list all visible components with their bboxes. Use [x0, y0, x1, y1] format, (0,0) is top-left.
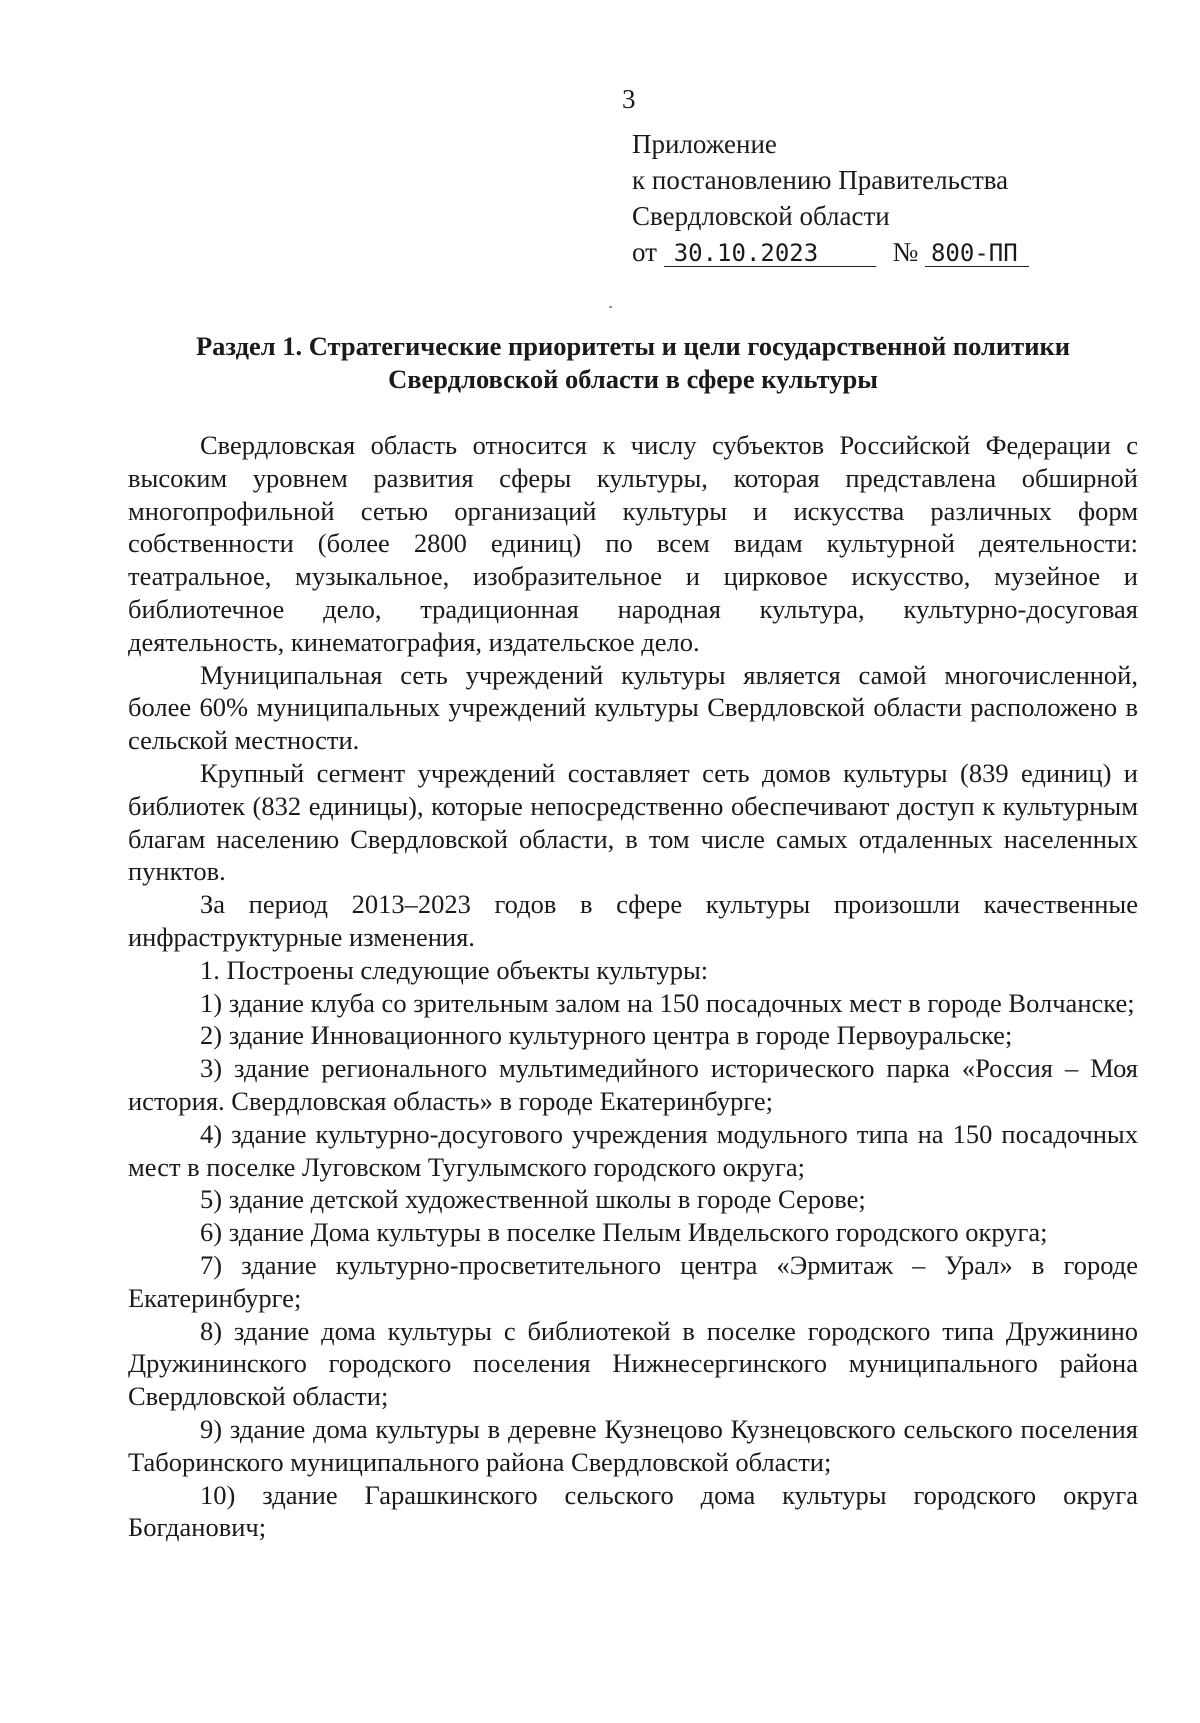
list-item: 3) здание регионального мультимедийного исторического парка «Россия – Моя история. Свердловская область» в городе Екатеринбурге;: [128, 1053, 1138, 1116]
appendix-title: Приложение: [632, 129, 777, 159]
appendix-block: [632, 126, 1029, 270]
appendix-region: Свердловской области: [632, 201, 890, 231]
list-item: 2) здание Инновационного культурного центра в городе Первоуральске;: [200, 1020, 1013, 1051]
date-prefix: от: [632, 237, 657, 267]
list-item: 4) здание культурно-досугового учреждения модульного типа на 150 посадочных мест в поселке Луговском Тугулымского городского округа;: [128, 1118, 1138, 1182]
appendix-date-row: [632, 234, 1029, 270]
body-text: [128, 429, 1138, 1544]
list-item: 9) здание дома культуры в деревне Кузнецово Кузнецовского сельского поселения Таборинского муниципального района Свердловской области;: [128, 1413, 1138, 1477]
paragraph: Свердловская область относится к числу субъектов Российской Федерации с высоким уровнем развития сферы культуры, которая представлена обширной многопрофильной сетью организаций культуры и искусства различных форм собственности (более 2800 единиц) по всем видам культурной деятельности: театральное, музыкальное, изобразительное и цирковое искусство, музейное и библиотечное дело, традиционная народная культура, культурно-досуговая деятельность, кинематография, издательское дело.: [128, 430, 1138, 657]
section-title-line-1: Раздел 1. Стратегические приоритеты и цели государственной политики: [196, 331, 1070, 361]
list-item: 1) здание клуба со зрительным залом на 150 посадочных мест в городе Волчанске;: [200, 987, 1135, 1018]
paragraph: За период 2013–2023 годов в сфере культуры произошли качественные инфраструктурные изменения.: [128, 889, 1138, 952]
paragraph: Крупный сегмент учреждений составляет сеть домов культуры (839 единиц) и библиотек (832 единицы), которые непосредственно обеспечивают доступ к культурным благам населению Свердловской области, в том числе самых отдаленных населенных пунктов.: [128, 757, 1138, 887]
list-heading: 1. Построены следующие объекты культуры:: [200, 954, 709, 985]
decree-number: 800-ПП: [925, 240, 1029, 267]
list-item: 8) здание дома культуры с библиотекой в поселке городского типа Дружинино Дружининского городского поселения Нижнесергинского муниципального района Свердловской области;: [128, 1315, 1138, 1412]
list-item: 10) здание Гарашкинского сельского дома культуры городского округа Богданович;: [128, 1479, 1138, 1543]
page-number: 3: [622, 84, 636, 114]
list-item: 6) здание Дома культуры в поселке Пелым Ивдельского городского округа;: [200, 1217, 1048, 1248]
number-prefix: №: [892, 237, 919, 267]
list-item: 7) здание культурно-просветительного центра «Эрмитаж – Урал» в городе Екатеринбурге;: [128, 1249, 1138, 1313]
list-item: 5) здание детской художественной школы в городе Серове;: [200, 1184, 866, 1215]
section-title-line-2: Свердловской области в сфере культуры: [388, 364, 878, 394]
paragraph: Муниципальная сеть учреждений культуры является самой многочисленной, более 60% муниципальных учреждений культуры Свердловской области расположено в сельской местности.: [128, 659, 1138, 756]
appendix-reference: к постановлению Правительства: [632, 165, 1009, 195]
section-title: [128, 330, 1138, 396]
decree-date: 30.10.2023: [664, 240, 876, 267]
scan-artifact: [609, 306, 612, 308]
